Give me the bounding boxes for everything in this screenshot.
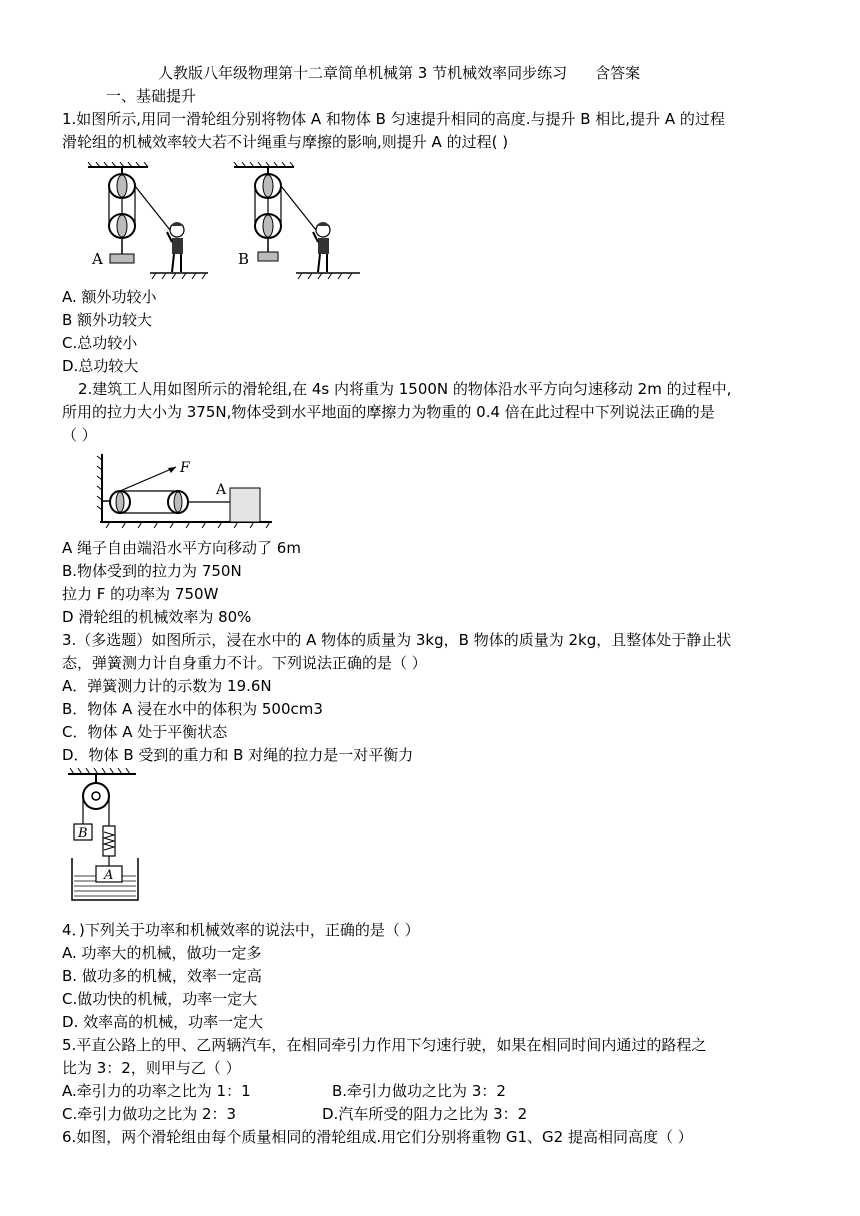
title-text: 人教版八年级物理第十二章简单机械第 3 节机械效率同步练习 — [158, 64, 568, 82]
q1-label-b: B — [238, 250, 250, 268]
q2-option-c: 拉力 F 的功率为 750W — [62, 585, 219, 603]
q1-option-d: D.总功较大 — [62, 357, 139, 375]
q3-figure — [66, 768, 144, 904]
q5-option-d: D.汽车所受的阻力之比为 3：2 — [322, 1105, 528, 1123]
q5-stem-line-1: 5.平直公路上的甲、乙两辆汽车，在相同牵引力作用下匀速行驶，如果在相同时间内通过的路程之 — [62, 1036, 707, 1054]
q2-option-d: D 滑轮组的机械效率为 80% — [62, 608, 252, 626]
q1-option-a: A. 额外功较小 — [62, 288, 157, 306]
q3-option-c: C．物体 A 处于平衡状态 — [62, 723, 228, 741]
q3-label-a: A — [104, 868, 114, 883]
q2-figure — [96, 452, 274, 528]
q5-option-a: A.牵引力的功率之比为 1：1 — [62, 1082, 251, 1100]
q2-stem-line-2: 所用的拉力大小为 375N,物体受到水平地面的摩擦力为物重的 0.4 倍在此过程中下列说法正确的是 — [62, 403, 715, 421]
q4-option-b: B. 做功多的机械，效率一定高 — [62, 967, 262, 985]
q1-stem-line-1: 1.如图所示,用同一滑轮组分别将物体 A 和物体 B 匀速提升相同的高度.与提升 B 相比,提升 A 的过程 — [62, 110, 725, 128]
q3-option-a: A．弹簧测力计的示数为 19.6N — [62, 677, 272, 695]
q2-option-a: A 绳子自由端沿水平方向移动了 6m — [62, 539, 301, 557]
q2-label-a: A — [216, 482, 227, 498]
q3-stem-line-2: 态，弹簧测力计自身重力不计。下列说法正确的是（ ） — [62, 654, 427, 672]
q5-stem-line-2: 比为 3：2，则甲与乙（ ） — [62, 1059, 241, 1077]
section-heading: 一、基础提升 — [106, 87, 197, 105]
document-title — [158, 63, 640, 83]
q5-option-b: B.牵引力做功之比为 3：2 — [332, 1082, 506, 1100]
q3-option-b: B．物体 A 浸在水中的体积为 500cm3 — [62, 700, 323, 718]
q2-stem-line-1: 2.建筑工人用如图所示的滑轮组,在 4s 内将重为 1500N 的物体沿水平方向匀速移动 2m 的过程中, — [78, 380, 732, 398]
q3-label-b: B — [78, 826, 88, 841]
q1-label-a: A — [92, 250, 103, 268]
q3-stem-line-1: 3.（多选题）如图所示，浸在水中的 A 物体的质量为 3kg，B 物体的质量为 2kg，且整体处于静止状 — [62, 631, 732, 649]
q1-option-c: C.总功较小 — [62, 334, 138, 352]
q2-stem-line-3: （ ） — [62, 426, 97, 444]
q4-option-d: D. 效率高的机械，功率一定大 — [62, 1013, 264, 1031]
q1-setup-b — [234, 162, 360, 279]
title-suffix: 含答案 — [595, 64, 641, 82]
q6-stem: 6.如图，两个滑轮组由每个质量相同的滑轮组成.用它们分别将重物 G1、G2 提高相同高度（ ） — [62, 1128, 693, 1146]
q1-option-b: B 额外功较大 — [62, 311, 153, 329]
q4-stem: 4．)下列关于功率和机械效率的说法中，正确的是（ ） — [62, 921, 420, 939]
q4-option-a: A. 功率大的机械，做功一定多 — [62, 944, 262, 962]
q2-label-f: F — [180, 460, 190, 476]
q3-option-d: D．物体 B 受到的重力和 B 对绳的拉力是一对平衡力 — [62, 746, 414, 764]
q5-option-c: C.牵引力做功之比为 2：3 — [62, 1105, 237, 1123]
q2-option-b: B.物体受到的拉力为 750N — [62, 562, 242, 580]
q4-option-c: C.做功快的机械，功率一定大 — [62, 990, 258, 1008]
q1-setup-a — [88, 162, 208, 279]
q1-stem-line-2: 滑轮组的机械效率较大若不计绳重与摩擦的影响,则提升 A 的过程( ) — [62, 133, 509, 151]
q1-figure — [84, 162, 366, 280]
